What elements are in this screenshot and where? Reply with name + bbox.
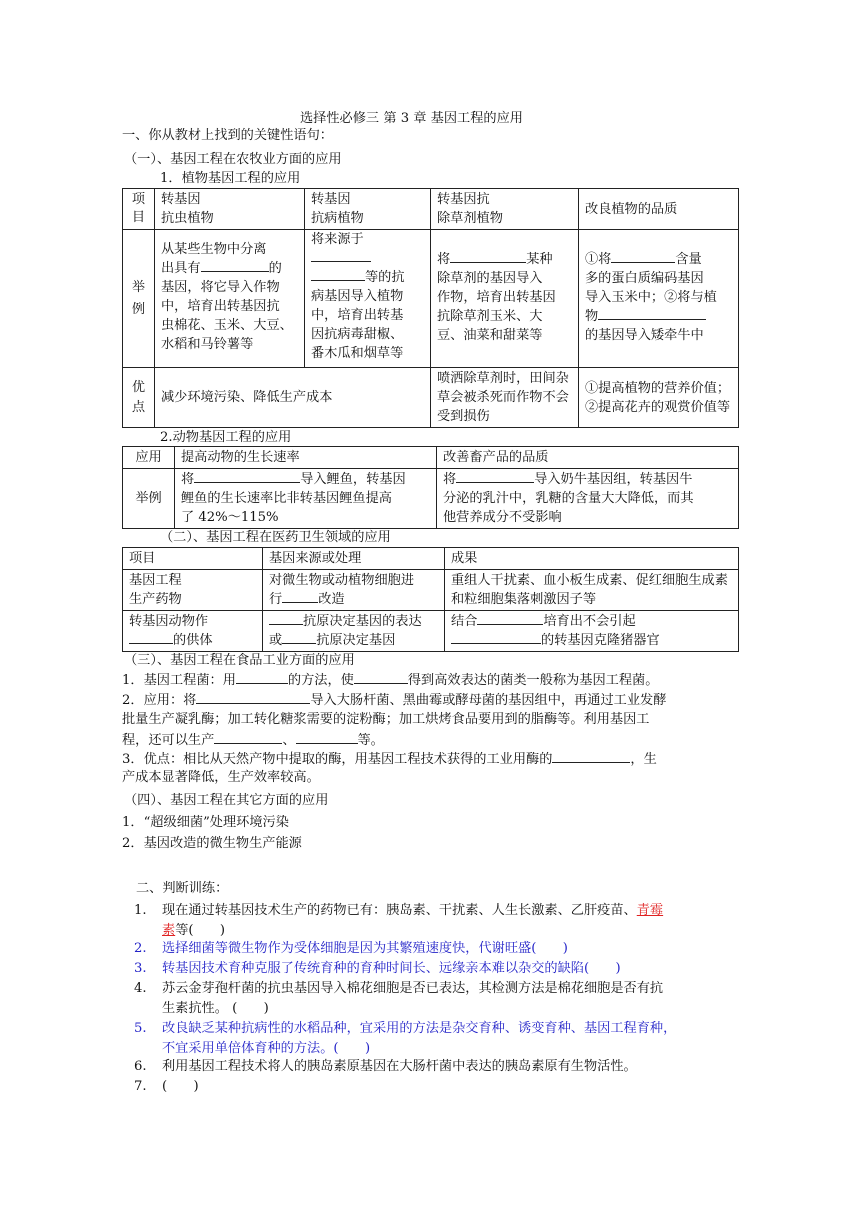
medicine-table-header-result: 成果 xyxy=(445,548,739,570)
question-number: 1. xyxy=(134,903,147,918)
plant-cell-herbicide-example: 将 某种 除草剂的基因导入 作物，培育出转基因 抗除草剂玉米、大 豆、油菜和甜菜等 xyxy=(431,230,579,368)
medicine-cell-organ-source: 抗原决定基因的表达 或 抗原决定基因 xyxy=(263,611,445,652)
food-item-3: 3．优点：相比从天然产物中提取的酶，用基因工程技术获得的工业用酶的 ，生 xyxy=(122,752,657,767)
fill-blank[interactable] xyxy=(354,671,408,684)
plant-table-header-quality: 改良植物的品质 xyxy=(579,189,739,230)
other-item-1: 1．“超级细菌”处理环境污染 xyxy=(122,815,289,830)
fill-blank[interactable] xyxy=(296,731,358,744)
medicine-table-header-item: 项目 xyxy=(123,548,263,570)
medicine-cell-organ-item: 转基因动物作 的供体 xyxy=(123,611,263,652)
plant-cell-quality-example: ①将 含量 多的蛋白质编码基因 导入玉米中；②将与植 物 的基因导入矮牵牛中 xyxy=(579,230,739,368)
question-number: 6. xyxy=(134,1059,147,1074)
subsection-food: （三）、基因工程在食品工业方面的应用 xyxy=(124,653,355,668)
plant-cell-disease-example: 将来源于 等的抗 病基因导入植物 中，培育出转基 因抗病毒甜椒、 番木瓜和烟草等 xyxy=(305,230,431,368)
plant-cell-advantage-insect-disease: 减少环境污染、降低生产成本 xyxy=(155,368,431,428)
animal-table xyxy=(122,446,739,529)
section-heading-2: 二、判断训练： xyxy=(136,881,229,896)
food-item-3-cont: 产成本显著降低，生产效率较高。 xyxy=(122,770,320,785)
fill-blank[interactable] xyxy=(282,590,318,603)
fill-blank[interactable] xyxy=(311,268,365,281)
plant-table-header-disease: 转基因 抗病植物 xyxy=(305,189,431,230)
fill-blank[interactable] xyxy=(456,470,534,483)
question-text: ( ) xyxy=(162,1079,199,1094)
animal-cell-quality: 将 导入奶牛基因组，转基因牛 分泌的乳汁中，乳糖的含量大大降低，而其 他营养成分不受影响 xyxy=(437,469,739,529)
food-item-1: 1．基因工程菌：用 的方法，使 得到高效表达的菌类一般称为基因工程菌。 xyxy=(122,673,659,688)
other-item-2: 2．基因改造的微生物生产能源 xyxy=(122,836,302,851)
food-item-2-cont2: 程，还可以生产 、 等。 xyxy=(122,733,384,748)
subsection-animal: 2.动物基因工程的应用 xyxy=(160,430,292,445)
fill-blank[interactable] xyxy=(477,612,543,625)
medicine-table-header-source: 基因来源或处理 xyxy=(263,548,445,570)
subsection-plant: 1．植物基因工程的应用 xyxy=(160,171,301,186)
question-text: 改良缺乏某种抗病性的水稻品种，宜采用的方法是杂交育种、诱变育种、基因工程育种， 不宜采用单倍体育种的方法。( ) xyxy=(162,1021,677,1056)
fill-blank[interactable] xyxy=(311,249,371,262)
fill-blank[interactable] xyxy=(194,470,300,483)
question-text: 苏云金芽孢杆菌的抗虫基因导入棉花细胞是否已表达，其检测方法是棉花细胞是否有抗 生素抗性。 ( ) xyxy=(162,981,664,1016)
animal-table-header-quality: 改善畜产品的品质 xyxy=(437,447,739,469)
fill-blank[interactable] xyxy=(269,612,303,625)
plant-cell-advantage-herbicide: 喷洒除草剂时，田间杂草会被杀死而作物不会受到损伤 xyxy=(431,368,579,428)
plant-table xyxy=(122,188,739,428)
animal-cell-growth: 将 导入鲤鱼，转基因 鲤鱼的生长速率比非转基因鲤鱼提高 了 42%～115% xyxy=(175,469,437,529)
animal-table-header-app: 应用 xyxy=(123,447,175,469)
subsection-agriculture: （一）、基因工程在农牧业方面的应用 xyxy=(124,152,342,167)
section-heading-1: 一、你从教材上找到的关键性语句： xyxy=(122,128,333,143)
plant-table-row-example-label: 举例 xyxy=(123,230,155,368)
question-number: 7. xyxy=(134,1079,147,1094)
question-text: 利用基因工程技术将人的胰岛素原基因在大肠杆菌中表达的胰岛素原有生物活性。 xyxy=(162,1059,637,1074)
medicine-cell-drug-result: 重组人干扰素、血小板生成素、促红细胞生成素和粒细胞集落刺激因子等 xyxy=(445,570,739,611)
fill-blank[interactable] xyxy=(611,250,675,263)
question-number: 4. xyxy=(134,981,147,996)
fill-blank[interactable] xyxy=(282,631,316,644)
animal-table-row-label: 举例 xyxy=(123,469,175,529)
question-number: 2. xyxy=(134,941,147,956)
plant-table-header-item: 项目 xyxy=(123,189,155,230)
medicine-table xyxy=(122,547,739,652)
food-item-2-cont: 批量生产凝乳酶；加工转化糖浆需要的淀粉酶；加工烘烤食品要用到的脂酶等。利用基因工 xyxy=(122,712,650,727)
animal-table-header-growth: 提高动物的生长速率 xyxy=(175,447,437,469)
plant-cell-advantage-quality: ①提高植物的营养价值；②提高花卉的观赏价值等 xyxy=(579,368,739,428)
question-number: 3. xyxy=(134,961,147,976)
fill-blank[interactable] xyxy=(598,307,706,320)
page-title: 选择性必修三 第 3 章 基因工程的应用 xyxy=(300,111,523,126)
question-text: 现在通过转基因技术生产的药物已有：胰岛素、干扰素、人生长激素、乙肝疫苗、青霉 素等( ) xyxy=(162,903,664,938)
food-item-2: 2．应用：将 导入大肠杆菌、黑曲霉或酵母菌的基因组中，再通过工业发酵 xyxy=(122,693,667,708)
fill-blank[interactable] xyxy=(450,250,526,263)
fill-blank[interactable] xyxy=(451,631,541,644)
subsection-medicine: （二）、基因工程在医药卫生领域的应用 xyxy=(160,530,391,545)
subsection-other: （四）、基因工程在其它方面的应用 xyxy=(124,793,329,808)
plant-table-header-herbicide: 转基因抗 除草剂植物 xyxy=(431,189,579,230)
medicine-cell-drug-source: 对微生物或动植物细胞进 行 改造 xyxy=(263,570,445,611)
medicine-cell-drug-item: 基因工程 生产药物 xyxy=(123,570,263,611)
question-text: 选择细菌等微生物作为受体细胞是因为其繁殖速度快，代谢旺盛( ) xyxy=(162,941,568,956)
plant-cell-insect-example: 从某些生物中分离 出具有 的 基因，将它导入作物 中，培育出转基因抗 虫棉花、玉米、大豆、 水稻和马铃薯等 xyxy=(155,230,305,368)
question-number: 5. xyxy=(134,1021,147,1036)
medicine-cell-organ-result: 结合 培育出不会引起 的转基因克隆猪器官 xyxy=(445,611,739,652)
fill-blank[interactable] xyxy=(129,631,173,644)
plant-table-row-advantage-label: 优点 xyxy=(123,368,155,428)
fill-blank[interactable] xyxy=(214,731,282,744)
fill-blank[interactable] xyxy=(201,259,269,272)
fill-blank[interactable] xyxy=(196,691,310,704)
fill-blank[interactable] xyxy=(552,750,630,763)
fill-blank[interactable] xyxy=(236,671,288,684)
plant-table-header-insect: 转基因 抗虫植物 xyxy=(155,189,305,230)
question-text: 转基因技术育种克服了传统育种的育种时间长、远缘亲本难以杂交的缺陷( ) xyxy=(162,961,621,976)
